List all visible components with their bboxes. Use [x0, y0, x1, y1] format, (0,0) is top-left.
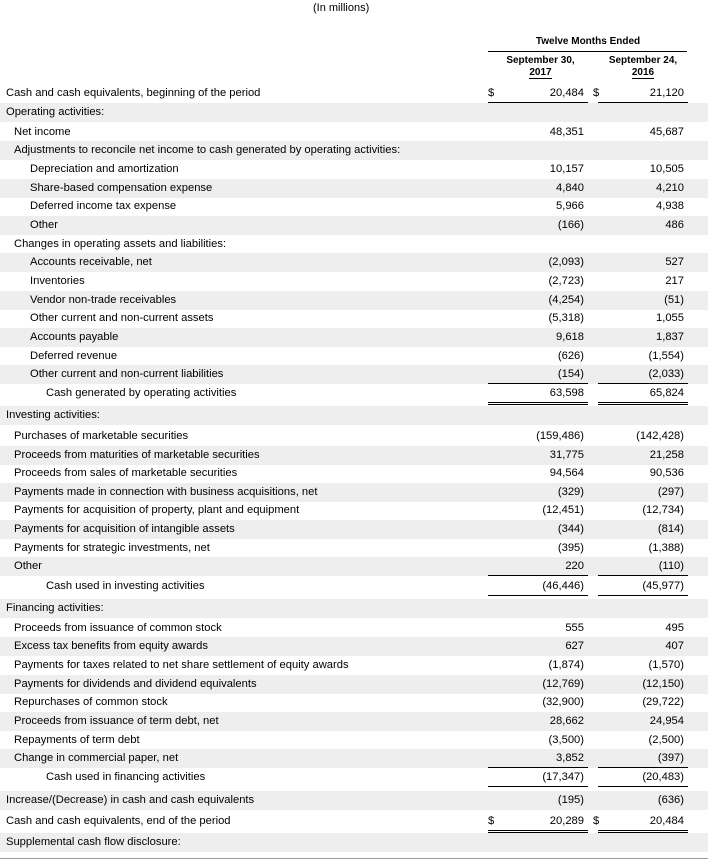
value-2017: 20,484 — [549, 87, 584, 99]
row-label: Other current and non-current assets — [30, 312, 214, 324]
value-2016: (2,500) — [648, 734, 684, 746]
value-2017: (344) — [557, 523, 584, 535]
statement-row — [0, 347, 708, 366]
value-2017: (5,318) — [548, 312, 584, 324]
value-2017: (195) — [557, 794, 584, 806]
row-label: Proceeds from sales of marketable securities — [14, 467, 238, 479]
statement-row — [0, 791, 708, 810]
value-2016: (814) — [657, 523, 684, 535]
row-label: Proceeds from maturities of marketable securities — [14, 449, 260, 461]
statement-row — [0, 141, 708, 160]
row-label: Other — [14, 560, 42, 572]
period-header-rule — [488, 51, 687, 52]
statement-row — [0, 272, 708, 291]
row-label: Excess tax benefits from equity awards — [14, 640, 209, 652]
row-label: Change in commercial paper, net — [14, 752, 179, 764]
row-label: Operating activities: — [6, 106, 105, 118]
value-2017: 9,618 — [556, 331, 584, 343]
value-2016: (397) — [657, 752, 684, 764]
row-label: Cash and cash equivalents, beginning of the period — [6, 87, 261, 99]
statement-row — [0, 235, 708, 254]
value-2017: (159,486) — [536, 430, 584, 442]
row-label: Payments for dividends and dividend equivalents — [14, 678, 257, 690]
row-label: Deferred revenue — [30, 350, 118, 362]
statement-row — [0, 520, 708, 539]
row-label: Vendor non-trade receivables — [30, 294, 177, 306]
statement-row — [0, 675, 708, 694]
value-2016: (51) — [664, 294, 684, 306]
value-2017: 28,662 — [549, 715, 584, 727]
row-label: Changes in operating assets and liabilities: — [14, 238, 227, 250]
statement-row — [0, 103, 708, 122]
currency-symbol: $ — [488, 815, 495, 827]
row-label: Purchases of marketable securities — [14, 430, 189, 442]
value-2017: (32,900) — [542, 696, 584, 708]
value-2016: (45,977) — [642, 580, 684, 592]
statement-row — [0, 483, 708, 502]
value-2016: 4,938 — [656, 200, 684, 212]
statement-row — [0, 599, 708, 618]
row-label: Deferred income tax expense — [30, 200, 177, 212]
statement-row — [0, 365, 708, 384]
value-2017: 20,289 — [549, 815, 584, 827]
statement-row — [0, 406, 708, 425]
row-label: Increase/(Decrease) in cash and cash equivalents — [6, 794, 255, 806]
statement-row — [0, 557, 708, 576]
statement-row — [0, 501, 708, 520]
value-2017: (329) — [557, 486, 584, 498]
value-2016: (1,554) — [648, 350, 684, 362]
value-2017: (626) — [557, 350, 584, 362]
value-2017: 220 — [565, 560, 584, 572]
statement-row — [0, 577, 708, 596]
value-2017: 10,157 — [549, 163, 584, 175]
statement-row — [0, 712, 708, 731]
row-label: Other current and non-current liabilities — [30, 368, 224, 380]
row-label: Cash and cash equivalents, end of the period — [6, 815, 231, 827]
value-2016: 1,055 — [656, 312, 684, 324]
value-2016: (20,483) — [642, 771, 684, 783]
row-label: Depreciation and amortization — [30, 163, 179, 175]
statement-row — [0, 197, 708, 216]
statement-row — [0, 291, 708, 310]
statement-row — [0, 384, 708, 403]
value-2016: 486 — [665, 219, 684, 231]
value-2017: 627 — [565, 640, 584, 652]
value-2016: (29,722) — [642, 696, 684, 708]
value-2016: 217 — [665, 275, 684, 287]
value-2017: 48,351 — [549, 126, 584, 138]
value-2016: 90,536 — [649, 467, 684, 479]
value-2017: (166) — [557, 219, 584, 231]
statement-row — [0, 539, 708, 558]
row-label: Other — [30, 219, 58, 231]
statement-row — [0, 693, 708, 712]
value-2017: (12,769) — [542, 678, 584, 690]
value-2016: 24,954 — [649, 715, 684, 727]
row-label: Payments for acquisition of intangible assets — [14, 523, 235, 535]
statement-row — [0, 427, 708, 446]
value-2016: 21,258 — [649, 449, 684, 461]
column-header-2016: September 24, 2016 — [608, 55, 678, 78]
value-2016: (2,033) — [648, 368, 684, 380]
statement-row — [0, 446, 708, 465]
statement-row — [0, 309, 708, 328]
statement-row — [0, 160, 708, 179]
row-label: Cash generated by operating activities — [46, 387, 237, 399]
statement-row — [0, 656, 708, 675]
row-label: Adjustments to reconcile net income to cash generated by operating activities: — [14, 144, 401, 156]
currency-symbol: $ — [593, 815, 600, 827]
value-2017: (17,347) — [542, 771, 584, 783]
period-header: Twelve Months Ended — [535, 36, 641, 47]
row-label: Proceeds from issuance of term debt, net — [14, 715, 219, 727]
value-2017: 94,564 — [549, 467, 584, 479]
value-2016: (142,428) — [636, 430, 684, 442]
statement-row — [0, 812, 708, 831]
value-2016: 65,824 — [649, 387, 684, 399]
value-2017: (154) — [557, 368, 584, 380]
statement-row — [0, 84, 708, 103]
statement-row — [0, 464, 708, 483]
statement-row — [0, 216, 708, 235]
statement-row — [0, 637, 708, 656]
row-label: Cash used in investing activities — [46, 580, 205, 592]
value-2017: (395) — [557, 542, 584, 554]
value-2016: (1,570) — [648, 659, 684, 671]
value-2016: 10,505 — [649, 163, 684, 175]
value-2017: (2,093) — [548, 256, 584, 268]
value-2017: (1,874) — [548, 659, 584, 671]
row-label: Proceeds from issuance of common stock — [14, 622, 222, 634]
row-label: Repayments of term debt — [14, 734, 140, 746]
row-label: Accounts payable — [30, 331, 119, 343]
value-2017: 5,966 — [556, 200, 584, 212]
value-2016: (1,388) — [648, 542, 684, 554]
value-2017: 4,840 — [556, 182, 584, 194]
value-2016: 45,687 — [649, 126, 684, 138]
value-2017: 63,598 — [549, 387, 584, 399]
statement-row — [0, 731, 708, 750]
statement-row — [0, 749, 708, 768]
value-2017: (4,254) — [548, 294, 584, 306]
value-2017: (2,723) — [548, 275, 584, 287]
column-header-2017: September 30, 2017 — [506, 55, 575, 78]
value-2016: 20,484 — [649, 815, 684, 827]
statement-row — [0, 123, 708, 142]
row-label: Supplemental cash flow disclosure: — [6, 836, 181, 848]
currency-symbol: $ — [593, 87, 600, 99]
value-2016: (110) — [658, 560, 684, 572]
value-2017: (46,446) — [542, 580, 584, 592]
value-2016: 527 — [665, 256, 684, 268]
row-label: Payments for strategic investments, net — [14, 542, 210, 554]
value-2016: 4,210 — [656, 182, 684, 194]
value-2016: (636) — [657, 794, 684, 806]
value-2016: 1,837 — [656, 331, 684, 343]
statement-row — [0, 619, 708, 638]
row-label: Repurchases of common stock — [14, 696, 168, 708]
statement-row — [0, 179, 708, 198]
row-label: Accounts receivable, net — [30, 256, 152, 268]
statement-row — [0, 833, 708, 852]
statement-row — [0, 253, 708, 272]
row-label: Net income — [14, 126, 71, 138]
units-caption: (In millions) — [313, 2, 370, 14]
currency-symbol: $ — [488, 87, 495, 99]
row-label: Payments for acquisition of property, plant and equipment — [14, 504, 300, 516]
value-2017: (12,451) — [542, 504, 584, 516]
statement-row — [0, 768, 708, 787]
page-cut-rule — [0, 858, 708, 859]
value-2016: (297) — [657, 486, 684, 498]
row-label: Financing activities: — [6, 602, 104, 614]
value-2017: 3,852 — [556, 752, 584, 764]
value-2016: (12,734) — [642, 504, 684, 516]
value-2016: 495 — [665, 622, 684, 634]
value-2017: 31,775 — [549, 449, 584, 461]
row-label: Payments made in connection with business acquisitions, net — [14, 486, 318, 498]
value-2017: (3,500) — [548, 734, 584, 746]
row-label: Payments for taxes related to net share settlement of equity awards — [14, 659, 349, 671]
value-2016: 21,120 — [649, 87, 684, 99]
value-2016: (12,150) — [642, 678, 684, 690]
row-label: Cash used in financing activities — [46, 771, 206, 783]
value-2017: 555 — [565, 622, 584, 634]
value-2016: 407 — [665, 640, 684, 652]
statement-row — [0, 328, 708, 347]
row-label: Inventories — [30, 275, 85, 287]
row-label: Share-based compensation expense — [30, 182, 213, 194]
row-label: Investing activities: — [6, 409, 100, 421]
